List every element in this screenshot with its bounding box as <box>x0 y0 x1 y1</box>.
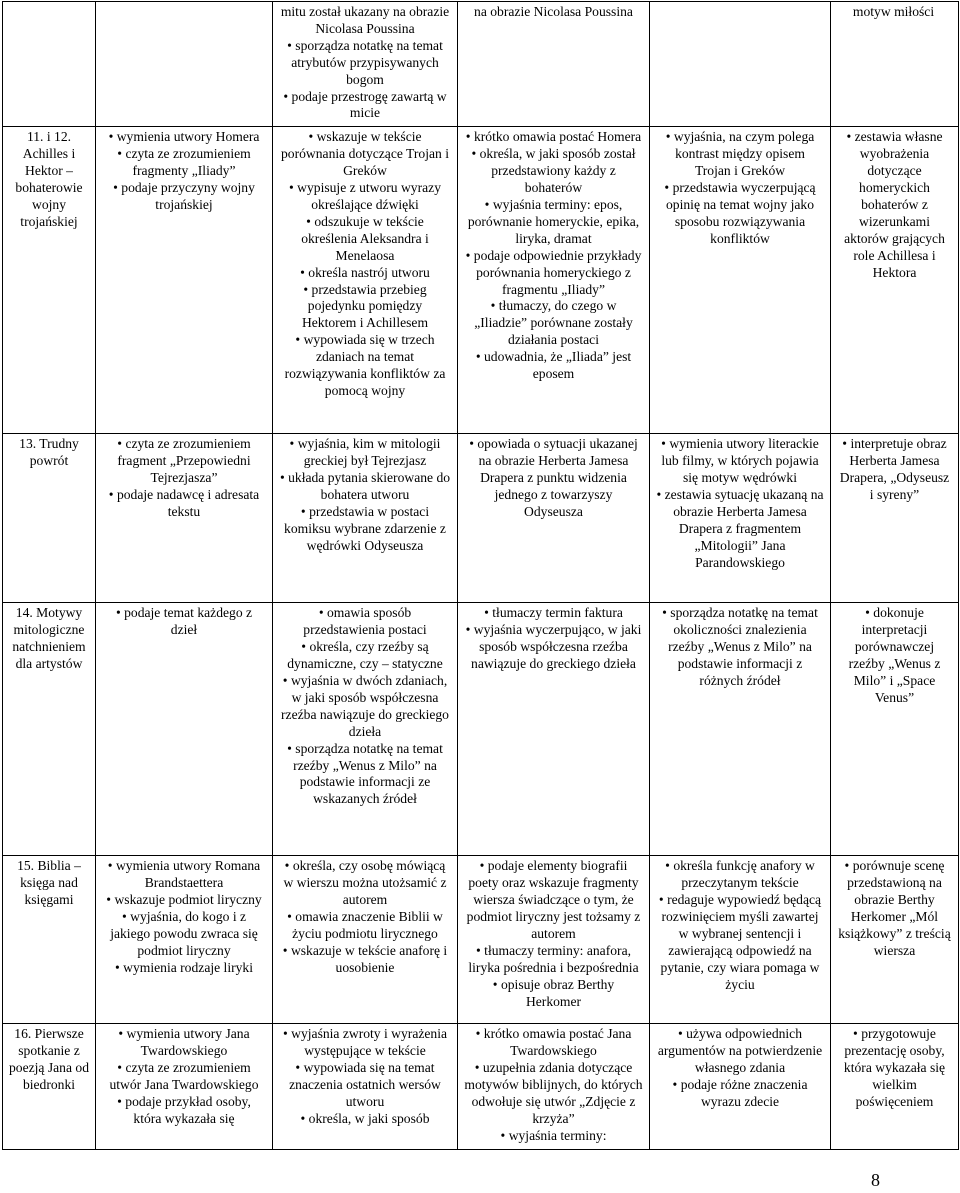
list-item: • podaje przyczyny wojny trojańskiej <box>102 180 266 214</box>
list-item: • przedstawia w postaci komiksu wybrane zdarzenie z wędrówki Odyseusza <box>279 504 451 555</box>
list-item: • określa, w jaki sposób <box>279 1111 451 1128</box>
list-item: • wskazuje podmiot liryczny <box>102 892 266 909</box>
list-item: • wyjaśnia, na czym polega kontrast między opisem Trojan i Greków <box>656 129 824 180</box>
list-item: • opowiada o sytuacji ukazanej na obrazie Herberta Jamesa Drapera z punktu widzenia jednego z towarzyszy Odyseusza <box>464 436 643 521</box>
list-item: • wymienia utwory literackie lub filmy, w których pojawia się motyw wędrówki <box>656 436 824 487</box>
cell <box>273 434 458 603</box>
cell <box>96 856 273 1024</box>
list-item: • wyjaśnia, do kogo i z jakiego powodu zwraca się podmiot liryczny <box>102 909 266 960</box>
cell <box>96 127 273 434</box>
topic-title: 11. i 12. Achilles i Hektor – bohaterowie wojny trojańskiej <box>15 129 83 229</box>
list-item: • wskazuje w tekście porównania dotyczące Trojan i Greków <box>279 129 451 180</box>
cell-text: mitu został ukazany na obrazie Nicolasa Poussina <box>280 4 450 36</box>
list-item: • wymienia utwory Homera <box>102 129 266 146</box>
list-item: • wymienia rodzaje liryki <box>102 960 266 977</box>
list-item: • używa odpowiednich argumentów na potwierdzenie własnego zdania <box>656 1026 824 1077</box>
list-item: • wyjaśnia wyczerpująco, w jaki sposób współczesna rzeźba nawiązuje do greckiego dzieła <box>464 622 643 673</box>
table-row <box>3 1024 959 1149</box>
list-item: • opisuje obraz Berthy Herkomer <box>464 977 643 1011</box>
list-item: • czyta ze zrozumieniem utwór Jana Twardowskiego <box>102 1060 266 1094</box>
cell <box>831 434 959 603</box>
cell <box>831 127 959 434</box>
list-item: • podaje odpowiednie przykłady porównania homeryckiego z fragmentu „Iliady” <box>464 248 643 299</box>
list-item: • określa funkcję anafory w przeczytanym tekście <box>656 858 824 892</box>
list-item: • krótko omawia postać Jana Twardowskiego <box>464 1026 643 1060</box>
list-item: • czyta ze zrozumieniem fragment „Przepowiedni Tejrezjasza” <box>102 436 266 487</box>
cell-text: motyw miłości <box>852 4 935 19</box>
cell <box>273 2 458 127</box>
list-item: • wyjaśnia w dwóch zdaniach, w jaki sposób współczesna rzeźba nawiązuje do greckiego dzieła <box>279 673 451 741</box>
table-row <box>3 856 959 1024</box>
list-item: • udowadnia, że „Iliada” jest eposem <box>464 349 643 383</box>
table-row <box>3 603 959 856</box>
list-item: • sporządza notatkę na temat okoliczności znalezienia rzeźby „Wenus z Milo” na podstawie informacji z różnych źródeł <box>656 605 824 690</box>
list-item: • określa, czy rzeźby są dynamiczne, czy – statyczne <box>279 639 451 673</box>
topic-title: 16. Pierwsze spotkanie z poezją Jana od biedronki <box>8 1026 90 1093</box>
list-item: • porównuje scenę przedstawioną na obrazie Berthy Herkomer „Mól książkowy” z treścią wiersza <box>837 858 952 959</box>
list-item: • zestawia własne wyobrażenia dotyczące homeryckich bohaterów z wizerunkami aktorów grających role Achillesa i Hektora <box>837 129 952 281</box>
topic-title: 15. Biblia – księga nad księgami <box>17 858 81 908</box>
table-row <box>3 2 959 127</box>
list-item: • omawia znaczenie Biblii w życiu podmiotu lirycznego <box>279 909 451 943</box>
page-number: 8 <box>871 1170 880 1190</box>
topic-title: 13. Trudny powrót <box>19 436 79 469</box>
list-item: • wymienia utwory Romana Brandstaettera <box>102 858 266 892</box>
list-item: • sporządza notatkę na temat rzeźby „Wenus z Milo” na podstawie informacji ze wskazanych źródeł <box>279 741 451 809</box>
topic-title: 14. Motywy mitologiczne natchnieniem dla artystów <box>12 605 86 672</box>
list-item: • określa, w jaki sposób został przedstawiony każdy z bohaterów <box>464 146 643 197</box>
list-item: • wypisuje z utworu wyrazy określające dźwięki <box>279 180 451 214</box>
cell <box>458 856 650 1024</box>
topic-cell <box>3 1024 96 1149</box>
list-item: • omawia sposób przedstawienia postaci <box>279 605 451 639</box>
list-item: • wymienia utwory Jana Twardowskiego <box>102 1026 266 1060</box>
cell <box>831 856 959 1024</box>
list-item: • tłumaczy terminy: anafora, liryka pośrednia i bezpośrednia <box>464 943 643 977</box>
list-item: • wyjaśnia terminy: epos, porównanie homeryckie, epika, liryka, dramat <box>464 197 643 248</box>
list-item: • interpretuje obraz Herberta Jamesa Drapera, „Odyseusz i syreny” <box>837 436 952 504</box>
topic-cell <box>3 2 96 127</box>
cell <box>273 127 458 434</box>
cell <box>831 2 959 127</box>
cell <box>831 1024 959 1149</box>
list-item: • układa pytania skierowane do bohatera utworu <box>279 470 451 504</box>
cell <box>96 603 273 856</box>
list-item: • wskazuje w tekście anaforę i uosobienie <box>279 943 451 977</box>
topic-cell <box>3 856 96 1024</box>
list-item: • odszukuje w tekście określenia Aleksandra i Menelaosa <box>279 214 451 265</box>
list-item: • tłumaczy termin faktura <box>464 605 643 622</box>
cell <box>650 1024 831 1149</box>
table-row <box>3 127 959 434</box>
cell <box>650 127 831 434</box>
topic-cell <box>3 603 96 856</box>
list-item: • przedstawia wyczerpującą opinię na temat wojny jako sposobu rozwiązywania konfliktów <box>656 180 824 248</box>
list-item: • przygotowuje prezentację osoby, która wykazała się wielkim poświęceniem <box>837 1026 952 1111</box>
list-item: • wypowiada się na temat znaczenia ostatnich wersów utworu <box>279 1060 451 1111</box>
list-item: • dokonuje interpretacji porównawczej rzeźby „Wenus z Milo” i „Space Venus” <box>837 605 952 706</box>
cell <box>650 434 831 603</box>
list-item: • podaje temat każdego z dzieł <box>102 605 266 639</box>
cell <box>273 603 458 856</box>
cell <box>273 1024 458 1149</box>
list-item: • tłumaczy, do czego w „Iliadzie” porównane zostały działania postaci <box>464 298 643 349</box>
list-item: • uzupełnia zdania dotyczące motywów biblijnych, do których odwołuje się utwór „Zdjęcie z krzyża” <box>464 1060 643 1128</box>
list-item: • określa, czy osobę mówiącą w wierszu można utożsamić z autorem <box>279 858 451 909</box>
cell <box>458 127 650 434</box>
topic-cell <box>3 127 96 434</box>
cell <box>650 2 831 127</box>
list-item: • czyta ze zrozumieniem fragmenty „Iliady” <box>102 146 266 180</box>
cell <box>458 434 650 603</box>
cell <box>273 856 458 1024</box>
list-item: • podaje przykład osoby, która wykazała się <box>102 1094 266 1128</box>
cell <box>96 434 273 603</box>
curriculum-table <box>2 1 959 1150</box>
list-item: • określa nastrój utworu <box>279 265 451 282</box>
topic-cell <box>3 434 96 603</box>
cell-text: na obrazie Nicolasa Poussina <box>474 4 633 19</box>
cell <box>650 856 831 1024</box>
list-item: • podaje nadawcę i adresata tekstu <box>102 487 266 521</box>
list-item: • sporządza notatkę na temat atrybutów przypisywanych bogom <box>279 38 451 89</box>
list-item: • zestawia sytuację ukazaną na obrazie Herberta Jamesa Drapera z fragmentem „Mitologii” Jana Parandowskiego <box>656 487 824 572</box>
cell <box>96 2 273 127</box>
cell <box>831 603 959 856</box>
table-row <box>3 434 959 603</box>
cell <box>458 603 650 856</box>
list-item: • podaje elementy biografii poety oraz wskazuje fragmenty wiersza świadczące o tym, że podmiot liryczny jest tożsamy z autorem <box>464 858 643 943</box>
cell <box>458 1024 650 1149</box>
cell <box>96 1024 273 1149</box>
list-item: • redaguje wypowiedź będącą rozwinięciem myśli zawartej w wybranej sentencji i zawierającą odpowiedź na pytanie, czy wiara pomaga w życiu <box>656 892 824 993</box>
list-item: • wyjaśnia terminy: <box>464 1128 643 1145</box>
list-item: • wyjaśnia zwroty i wyrażenia występujące w tekście <box>279 1026 451 1060</box>
cell <box>458 2 650 127</box>
cell <box>650 603 831 856</box>
list-item: • przedstawia przebieg pojedynku pomiędzy Hektorem i Achillesem <box>279 282 451 333</box>
list-item: • krótko omawia postać Homera <box>464 129 643 146</box>
list-item: • podaje przestrogę zawartą w micie <box>279 89 451 123</box>
list-item: • wyjaśnia, kim w mitologii greckiej był Tejrezjasz <box>279 436 451 470</box>
list-item: • wypowiada się w trzech zdaniach na temat rozwiązywania konfliktów za pomocą wojny <box>279 332 451 400</box>
list-item: • podaje różne znaczenia wyrazu zdecie <box>656 1077 824 1111</box>
